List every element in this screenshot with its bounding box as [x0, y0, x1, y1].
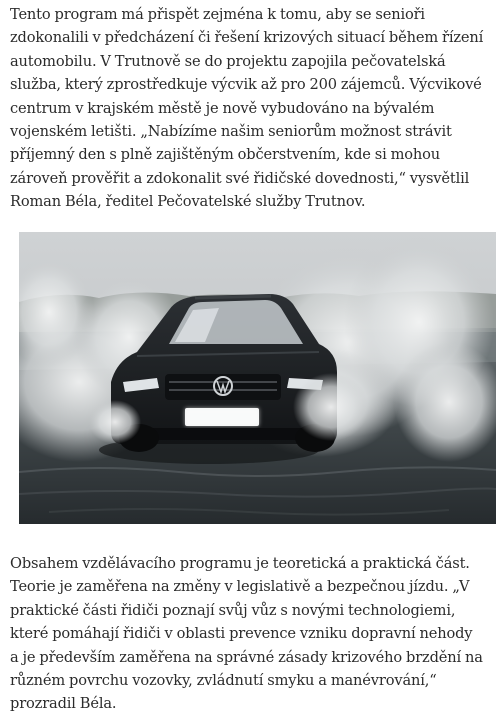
paragraph-line: zdokonalili v předcházení či řešení krizových situací během řízení: [10, 29, 484, 47]
article-paragraph-program: [10, 552, 500, 716]
paragraph-line: služba, který zprostředkuje výcvik až pro 200 zájemců. Výcvikové: [10, 76, 482, 94]
paragraph-line: centrum v krajském městě je nově vybudováno na bývalém: [10, 99, 435, 117]
paragraph-line: které pomáhají řidiči v oblasti prevence vzniku dopravní nehody: [10, 625, 473, 643]
paragraph-line: automobilu. V Trutnově se do projektu zapojila pečovatelská: [10, 52, 446, 70]
paragraph-line: zároveň prověřit a zdokonalit své řidičské dovednosti,“ vysvětlil: [10, 169, 470, 187]
paragraph-line: Tento program má přispět zejména k tomu, aby se senioři: [10, 6, 425, 23]
paragraph-line: Roman Béla, ředitel Pečovatelské služby Trutnov.: [10, 193, 366, 211]
paragraph-line: vojenském letišti. „Nabízíme našim seniorům možnost strávit: [10, 123, 452, 141]
paragraph-line: příjemný den s plně zajištěným občerstvením, kde si mohou: [10, 146, 441, 164]
paragraph-line: různém povrchu vozovky, zvládnutí smyku a manévrování,“: [10, 672, 437, 690]
paragraph-line: a je především zaměřena na správné zásady krizového brzdění na: [10, 648, 483, 666]
suv-splash-illustration: [19, 232, 496, 524]
paragraph-line: Teorie je zaměřena na změny v legislativě a bezpečnou jízdu. „V: [10, 578, 470, 596]
article-photo-suv-splash: [19, 232, 496, 524]
article-paragraph-intro: [10, 3, 500, 214]
paragraph-line: prozradil Béla.: [10, 695, 117, 713]
paragraph-line: praktické části řidiči poznají svůj vůz s novými technologiemi,: [10, 601, 456, 619]
paragraph-line: Obsahem vzdělávacího programu je teoretická a praktická část.: [10, 555, 470, 572]
